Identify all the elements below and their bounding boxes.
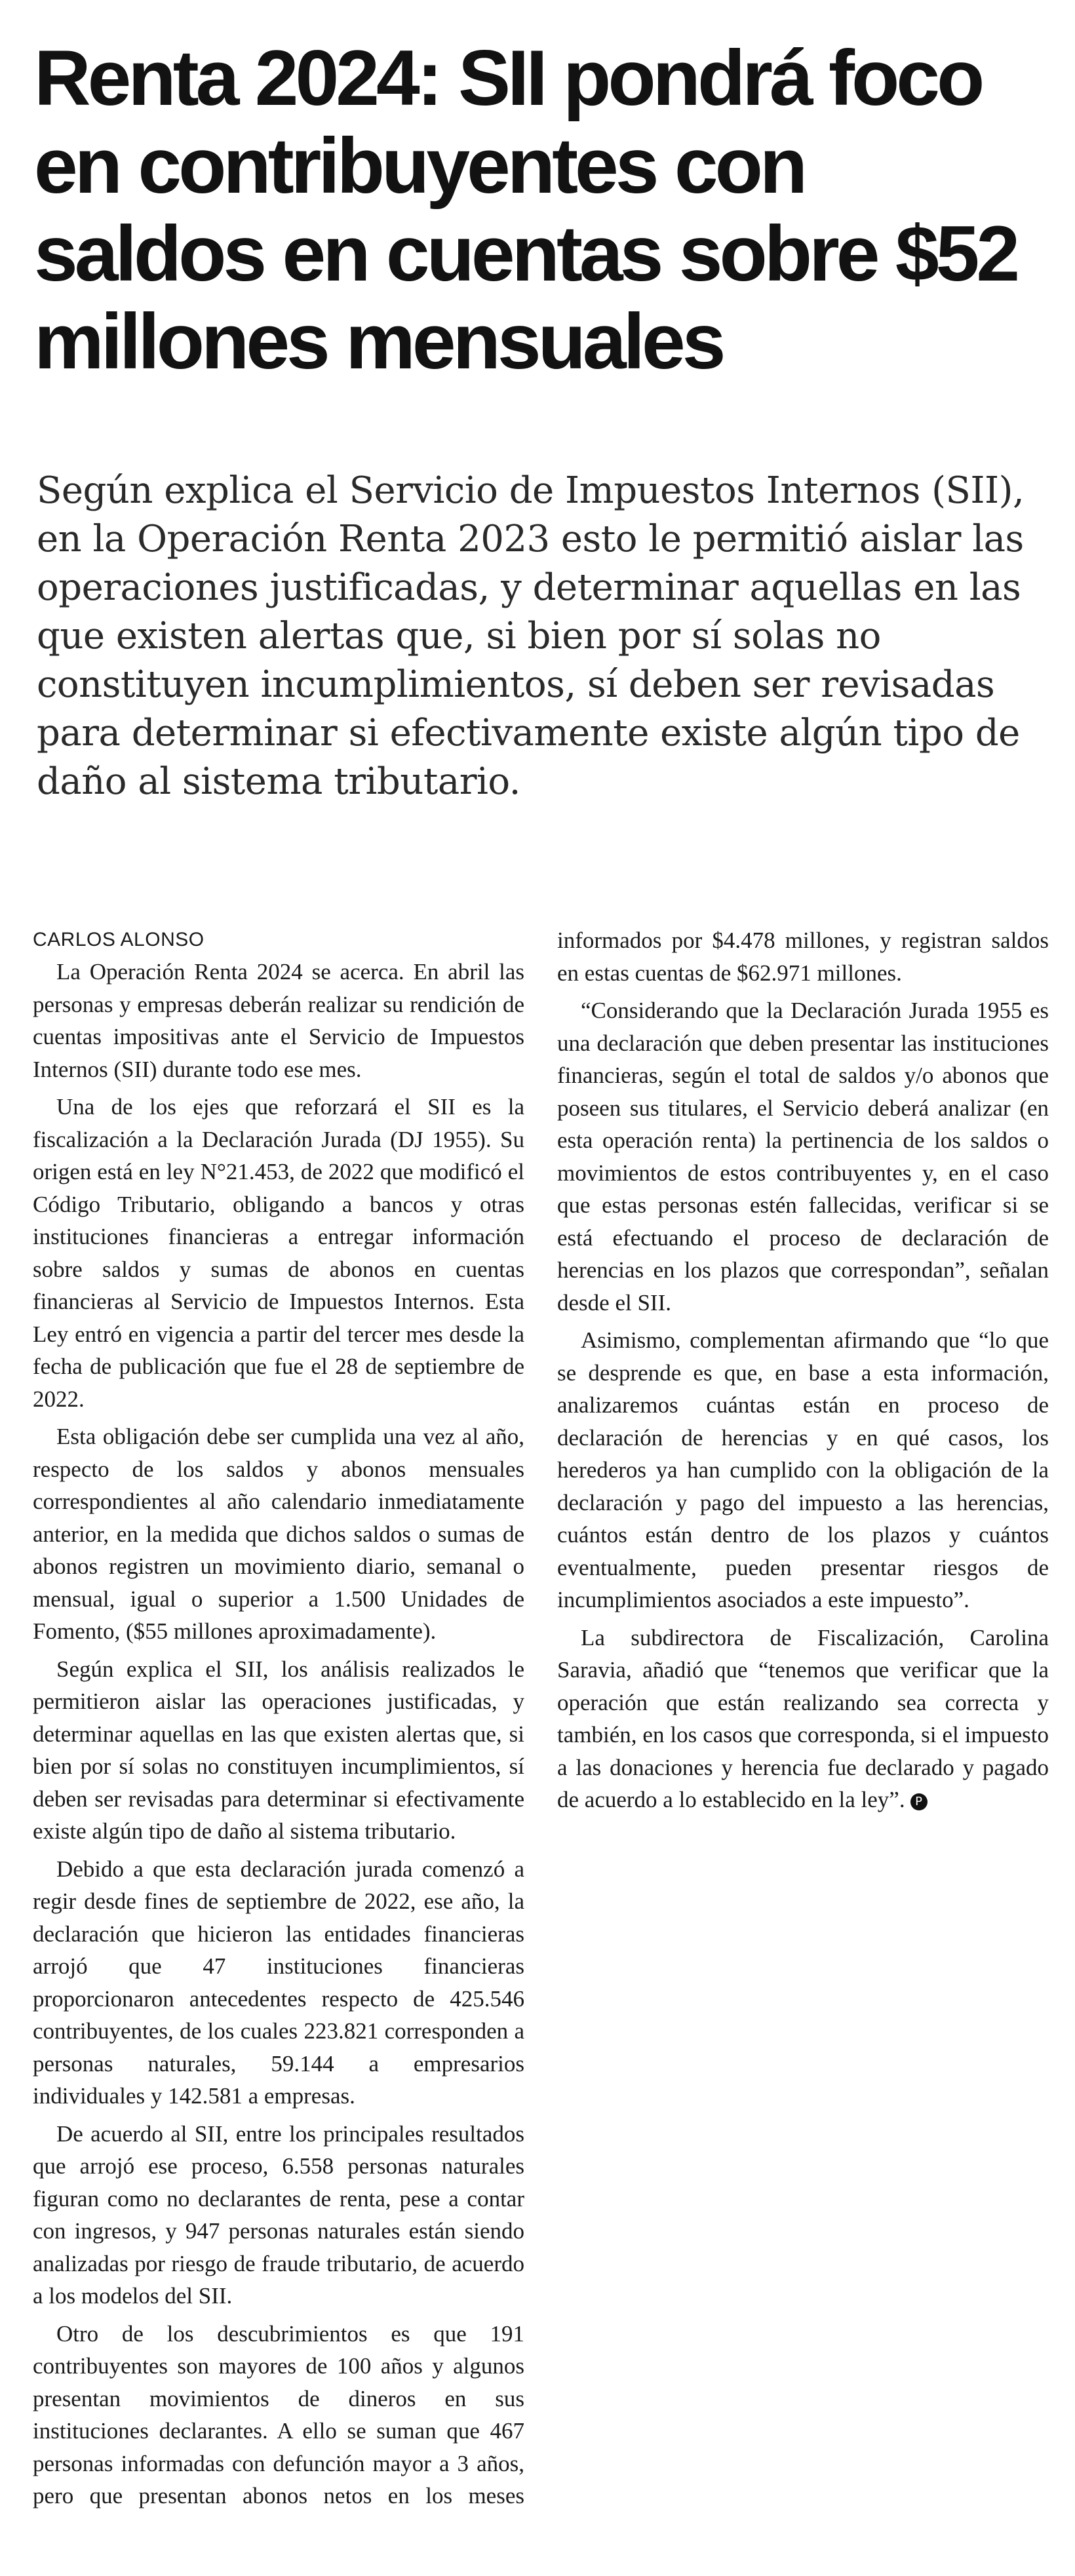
last-paragraph-text: La subdirectora de Fiscalización, Carolina Saravia, añadió que “tenemos que verificar que la operación que están realizando sea correcta y también, en los casos que corresponda, si el impuesto a las donaciones y herencia fue declarado y pagado de acuerdo a lo establecido en la ley”. (557, 1624, 1049, 1812)
headline: Renta 2024: SII pondrá foco en contribuyentes con saldos en cuentas sobre $52 millones mensuales (34, 34, 1017, 385)
body-paragraph: La Operación Renta 2024 se acerca. En abril las personas y empresas deberán realizar su rendición de cuentas impositivas ante el Servicio de Impuestos Internos (SII) durante todo ese mes. (33, 959, 524, 1082)
byline: CARLOS ALONSO (33, 929, 205, 950)
body-paragraph: De acuerdo al SII, entre los principales resultados que arrojó ese proceso, 6.558 personas naturales figuran como no declarantes de renta, pese a contar con ingresos, y 947 personas naturales están siendo analizadas por riesgo de fraude tributario, de acuerdo a los modelos del SII. (33, 2120, 524, 2309)
body-paragraph: Otro de los descubrimientos es que 191 contribuyentes son mayores de 100 años y algunos presentan movimientos de dineros en sus instituciones declarantes. A ello se suman que 467 personas informadas con defunción mayor a 3 años, pero que presentan abonos netos en los meses informados por $4.478 millones, y registran saldos en estas cuentas de $62.971 millones. (33, 927, 1049, 2508)
article-body (33, 924, 1049, 2556)
end-mark-icon: P (910, 1793, 928, 1810)
body-paragraph: “Considerando que la Declaración Jurada 1955 es una declaración que deben presentar las instituciones financieras, según el total de saldos y/o abonos que poseen sus titulares, el Servicio deberá analizar (en esta operación renta) la pertinencia de los saldos o movimientos de estos contribuyentes y, en el caso que estas personas estén fallecidas, verificar si se está efectuando el proceso de declaración de herencias en los plazos que correspondan”, señalan desde el SII. (557, 998, 1049, 1316)
body-paragraph: Asimismo, complementan afirmando que “lo que se desprende es que, en base a esta información, analizaremos cuántas están en proceso de declaración de herencias y en qué casos, los herederos ya han cumplido con la obligación de la declaración y pago del impuesto a las herencias, cuántos están dentro de los plazos y cuántos eventualmente, pueden presentar riesgos de incumplimientos asociados a este impuesto”. (557, 1327, 1049, 1612)
body-paragraph: Una de los ejes que reforzará el SII es la fiscalización a la Declaración Jurada (DJ 1955). Su origen está en ley N°21.453, de 2022 que modificó el Código Tributario, obligando a bancos y otras instituciones financieras a entregar información sobre saldos y sumas de abonos en cuentas financieras al Servicio de Impuestos Internos. Esta Ley entró en vigencia a partir del tercer mes desde la fecha de publicación que fue el 28 de septiembre de 2022. (33, 1094, 524, 1412)
lead-paragraph: Según explica el Servicio de Impuestos Internos (SII), en la Operación Renta 2023 esto le permitió aislar las operaciones justificadas, y determinar aquellas en las que existen alertas que, si bien por sí solas no constituyen incumplimientos, sí deben ser revisadas para determinar si efectivamente existe algún tipo de daño al sistema tributario. (37, 469, 1025, 803)
body-paragraph: Según explica el SII, los análisis realizados le permitieron aislar las operaciones justificadas, y determinar aquellas en las que existen alertas que, si bien por sí solas no constituyen incumplimientos, sí deben ser revisadas para determinar si efectivamente existe algún tipo de daño al sistema tributario. (33, 1656, 524, 1844)
body-paragraph-last (557, 1622, 1049, 1816)
body-paragraph: Esta obligación debe ser cumplida una vez al año, respecto de los saldos y abonos mensuales correspondientes al año calendario inmediatamente anterior, en la medida que dichos saldos o sumas de abonos registren un movimiento diario, semanal o mensual, igual o superior a 1.500 Unidades de Fomento, ($55 millones aproximadamente). (33, 1424, 524, 1644)
body-paragraph: Debido a que esta declaración jurada comenzó a regir desde fines de septiembre de 2022, ese año, la declaración que hicieron las entidades financieras arrojó que 47 instituciones financieras proporcionaron antecedentes respecto de 425.546 contribuyentes, de los cuales 223.821 corresponden a personas naturales, 59.144 a empresarios individuales y 142.581 a empresas. (33, 1856, 524, 2109)
